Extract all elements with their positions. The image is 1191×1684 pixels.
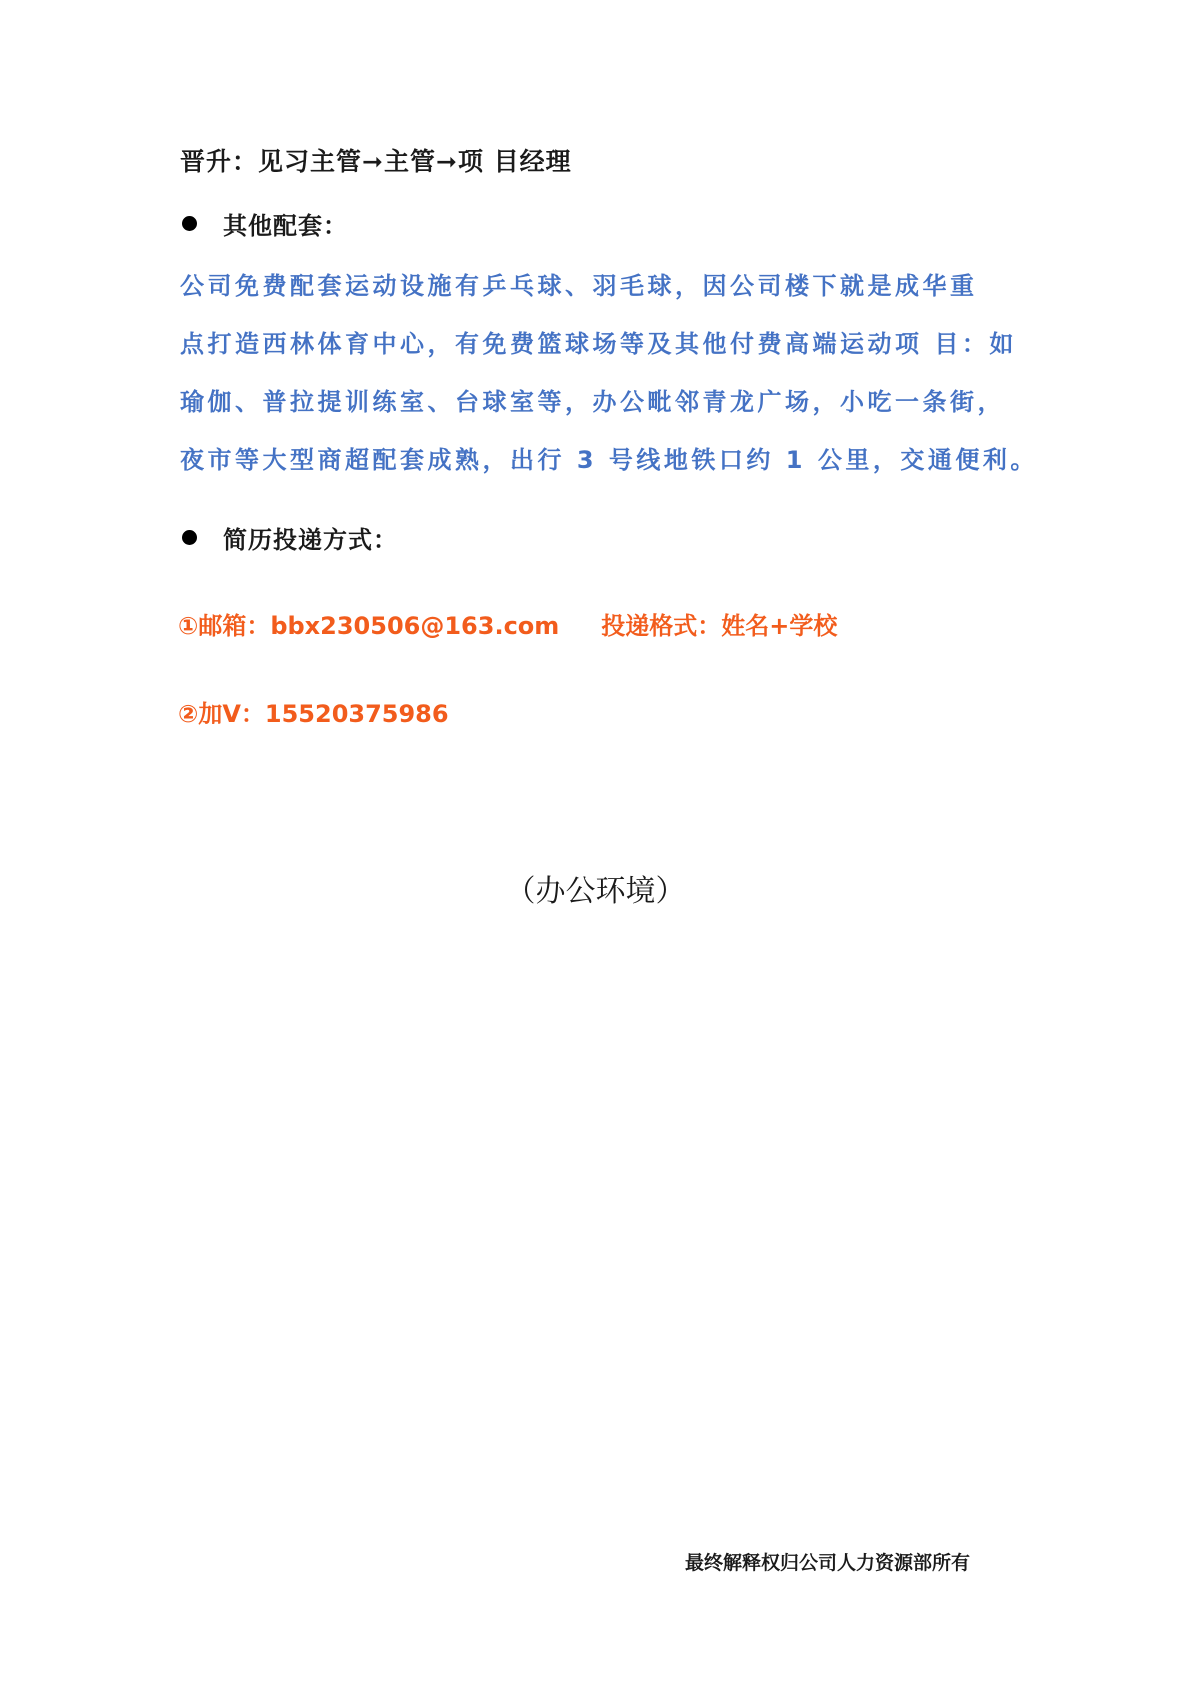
office-environment-caption: （办公环境） — [505, 874, 686, 909]
promotion-label: 晋升： — [180, 147, 259, 176]
bullet-icon — [182, 530, 197, 545]
facilities-heading: 其他配套： — [223, 212, 348, 240]
promotion-path — [180, 142, 572, 178]
email-contact-line — [178, 606, 837, 641]
arrow-right-icon: ➞ — [362, 147, 384, 176]
resume-heading: 简历投递方式： — [223, 526, 398, 554]
resume-heading-row — [182, 520, 398, 555]
arrow-right-icon: ➞ — [436, 147, 458, 176]
facilities-paragraph-line: 瑜伽、普拉提训练室、台球室等，办公毗邻青龙广场，小吃一条街， — [180, 388, 1005, 416]
promotion-step-trainee-supervisor: 见习主管 — [258, 147, 363, 176]
wechat-contact: ②加V：15520375986 — [178, 700, 449, 728]
promotion-step-supervisor: 主管 — [383, 147, 436, 176]
submission-format: 投递格式：姓名+学校 — [601, 612, 838, 640]
promotion-step-project-manager: 项 目经理 — [457, 147, 572, 176]
facilities-paragraph-line: 公司免费配套运动设施有乒乓球、羽毛球，因公司楼下就是成华重 — [180, 272, 978, 300]
facilities-heading-row — [182, 206, 348, 241]
footer-disclaimer: 最终解释权归公司人力资源部所有 — [685, 1552, 971, 1574]
facilities-paragraph-line: 夜市等大型商超配套成熟，出行 3 号线地铁口约 1 公里，交通便利。 — [180, 446, 1038, 474]
facilities-paragraph-line: 点打造西林体育中心，有免费篮球场等及其他付费高端运动项 目：如 — [180, 330, 1017, 358]
email-contact: ①邮箱：bbx230506@163.com — [178, 612, 560, 640]
bullet-icon — [182, 216, 197, 231]
